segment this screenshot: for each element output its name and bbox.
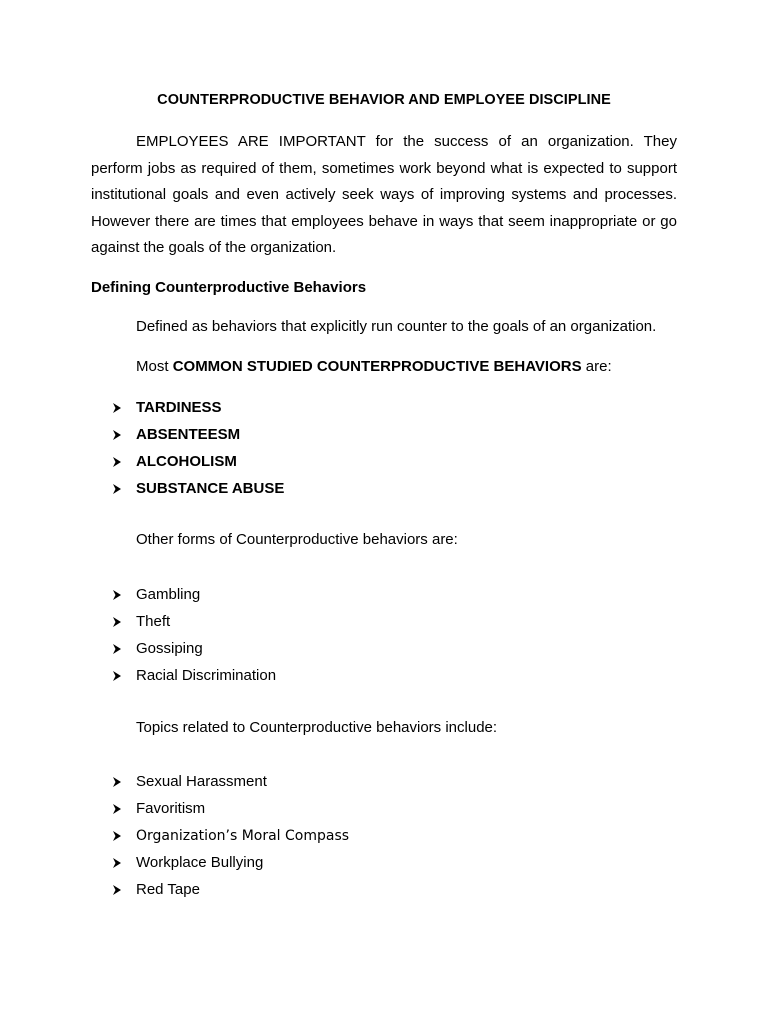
list-item-label: Gossiping — [136, 640, 203, 657]
arrow-bullet-icon — [112, 452, 136, 472]
topics-intro: Topics related to Counterproductive behaviors include: — [136, 719, 498, 736]
common-behaviors-intro — [136, 358, 612, 375]
common-suffix: are: — [581, 358, 612, 375]
common-prefix: Most — [136, 358, 173, 375]
common-bold-text: COMMON STUDIED COUNTERPRODUCTIVE BEHAVIORS — [172, 358, 582, 375]
list-item-label: Organization’s Moral Compass — [136, 828, 350, 844]
topics-list — [112, 772, 349, 907]
document-title: COUNTERPRODUCTIVE BEHAVIOR AND EMPLOYEE DISCIPLINE — [157, 92, 611, 108]
list-item — [112, 639, 276, 666]
list-item-label: ALCOHOLISM — [136, 453, 237, 470]
list-item — [112, 772, 349, 799]
arrow-bullet-icon — [112, 666, 136, 686]
arrow-bullet-icon — [112, 639, 136, 659]
intro-paragraph: EMPLOYEES ARE IMPORTANT for the success of an organization. They perform jobs as required of them, sometimes work beyond what is expected to support institutional goals and even actively seek ways of improving systems and processes. However there are times that employees behave in ways that seem inappropriate or go against the goals of the organization. — [91, 133, 677, 256]
list-item-label: Theft — [136, 613, 171, 630]
other-forms-intro: Other forms of Counterproductive behaviors are: — [136, 531, 458, 548]
other-forms-list — [112, 585, 276, 693]
list-item — [112, 853, 349, 880]
arrow-bullet-icon — [112, 479, 136, 499]
list-item — [112, 826, 349, 853]
arrow-bullet-icon — [112, 425, 136, 445]
common-behaviors-list — [112, 398, 284, 506]
list-item-label: Favoritism — [136, 800, 206, 817]
arrow-bullet-icon — [112, 612, 136, 632]
list-item-label: SUBSTANCE ABUSE — [136, 480, 285, 497]
arrow-bullet-icon — [112, 853, 136, 873]
list-item — [112, 666, 276, 693]
arrow-bullet-icon — [112, 880, 136, 900]
arrow-bullet-icon — [112, 826, 136, 846]
list-item-label: TARDINESS — [136, 399, 222, 416]
list-item — [112, 452, 284, 479]
arrow-bullet-icon — [112, 585, 136, 605]
list-item-label: Sexual Harassment — [136, 773, 267, 790]
arrow-bullet-icon — [112, 772, 136, 792]
list-item-label: Gambling — [136, 586, 201, 603]
list-item — [112, 585, 276, 612]
list-item — [112, 425, 284, 452]
list-item-label: Workplace Bullying — [136, 854, 264, 871]
list-item — [112, 612, 276, 639]
list-item — [112, 479, 284, 506]
list-item-label: Racial Discrimination — [136, 667, 277, 684]
list-item-label: Red Tape — [136, 881, 200, 898]
list-item-label: ABSENTEESM — [136, 426, 241, 443]
section-heading: Defining Counterproductive Behaviors — [91, 279, 367, 296]
list-item — [112, 799, 349, 826]
list-item — [112, 880, 349, 907]
definition-paragraph: Defined as behaviors that explicitly run counter to the goals of an organization. — [136, 318, 657, 335]
arrow-bullet-icon — [112, 799, 136, 819]
arrow-bullet-icon — [112, 398, 136, 418]
list-item — [112, 398, 284, 425]
